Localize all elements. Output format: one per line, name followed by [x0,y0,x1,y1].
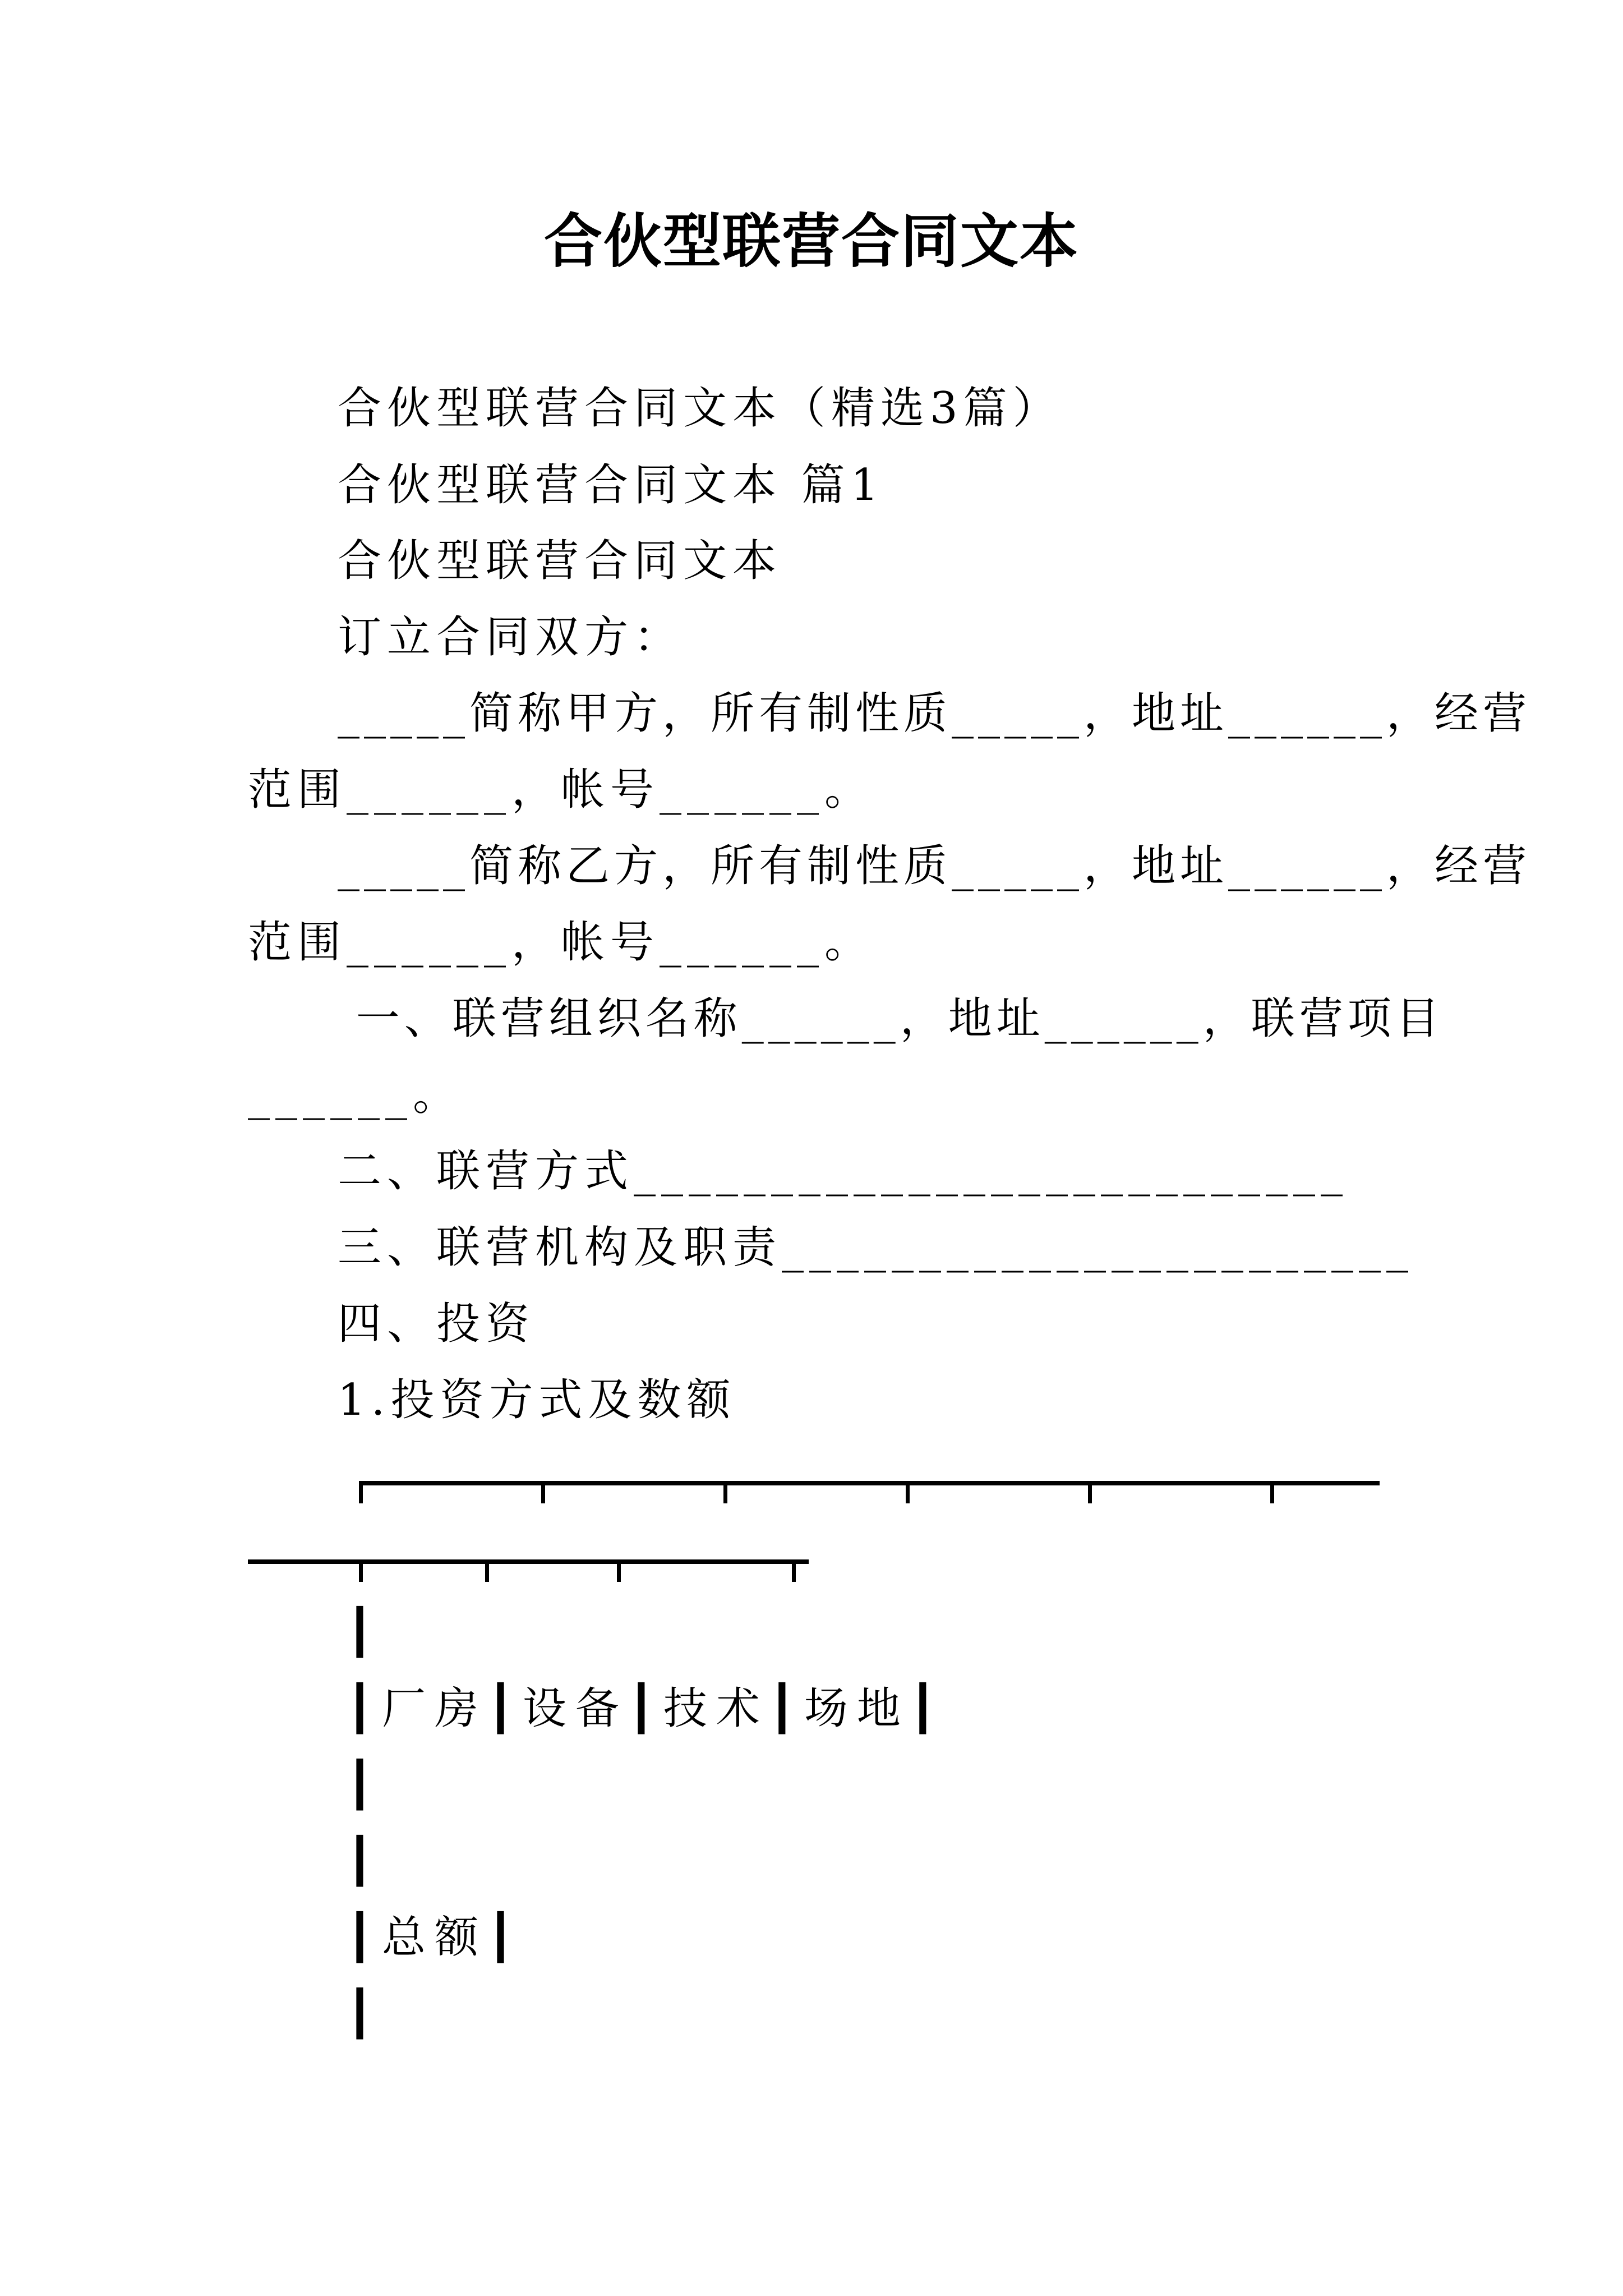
section-heading: 合伙型联营合同文本 篇1 [338,460,884,510]
table-row: ┃ [347,1760,373,1810]
parties-heading: 订立合同双方： [338,612,684,662]
table-row: ┃厂房┃设备┃技术┃场地┃ [347,1683,945,1734]
table-row: ┃ [347,1607,373,1658]
clause-2-line: 二、联营方式__________________________ [338,1146,1349,1197]
subtitle-line: 合伙型联营合同文本（精选3篇） [338,383,1062,434]
party-a-continuation: 范围______，帐号______。 [248,765,874,815]
party-a-line: _____简称甲方，所有制性质_____，地址______，经营 [338,688,1532,739]
clause-3-line: 三、联营机构及职责_______________________ [338,1222,1414,1273]
table-row: ┃总额┃ [347,1912,523,1963]
party-b-continuation: 范围______，帐号______。 [248,917,874,968]
document-title: 合伙型联营合同文本 [543,206,1079,275]
contract-name-line: 合伙型联营合同文本 [338,536,782,586]
investment-heading: 1.投资方式及数额 [338,1375,736,1425]
clause-1-line: 一、联营组织名称______，地址______，联营项目 [338,993,1444,1044]
clause-1-continuation: ______。 [248,1070,463,1120]
table-row: ┃ [347,1836,373,1887]
party-b-line: _____简称乙方，所有制性质_____，地址______，经营 [338,841,1532,891]
table-row: ┃ [347,1989,373,2039]
clause-4-heading: 四、投资 [338,1299,536,1349]
